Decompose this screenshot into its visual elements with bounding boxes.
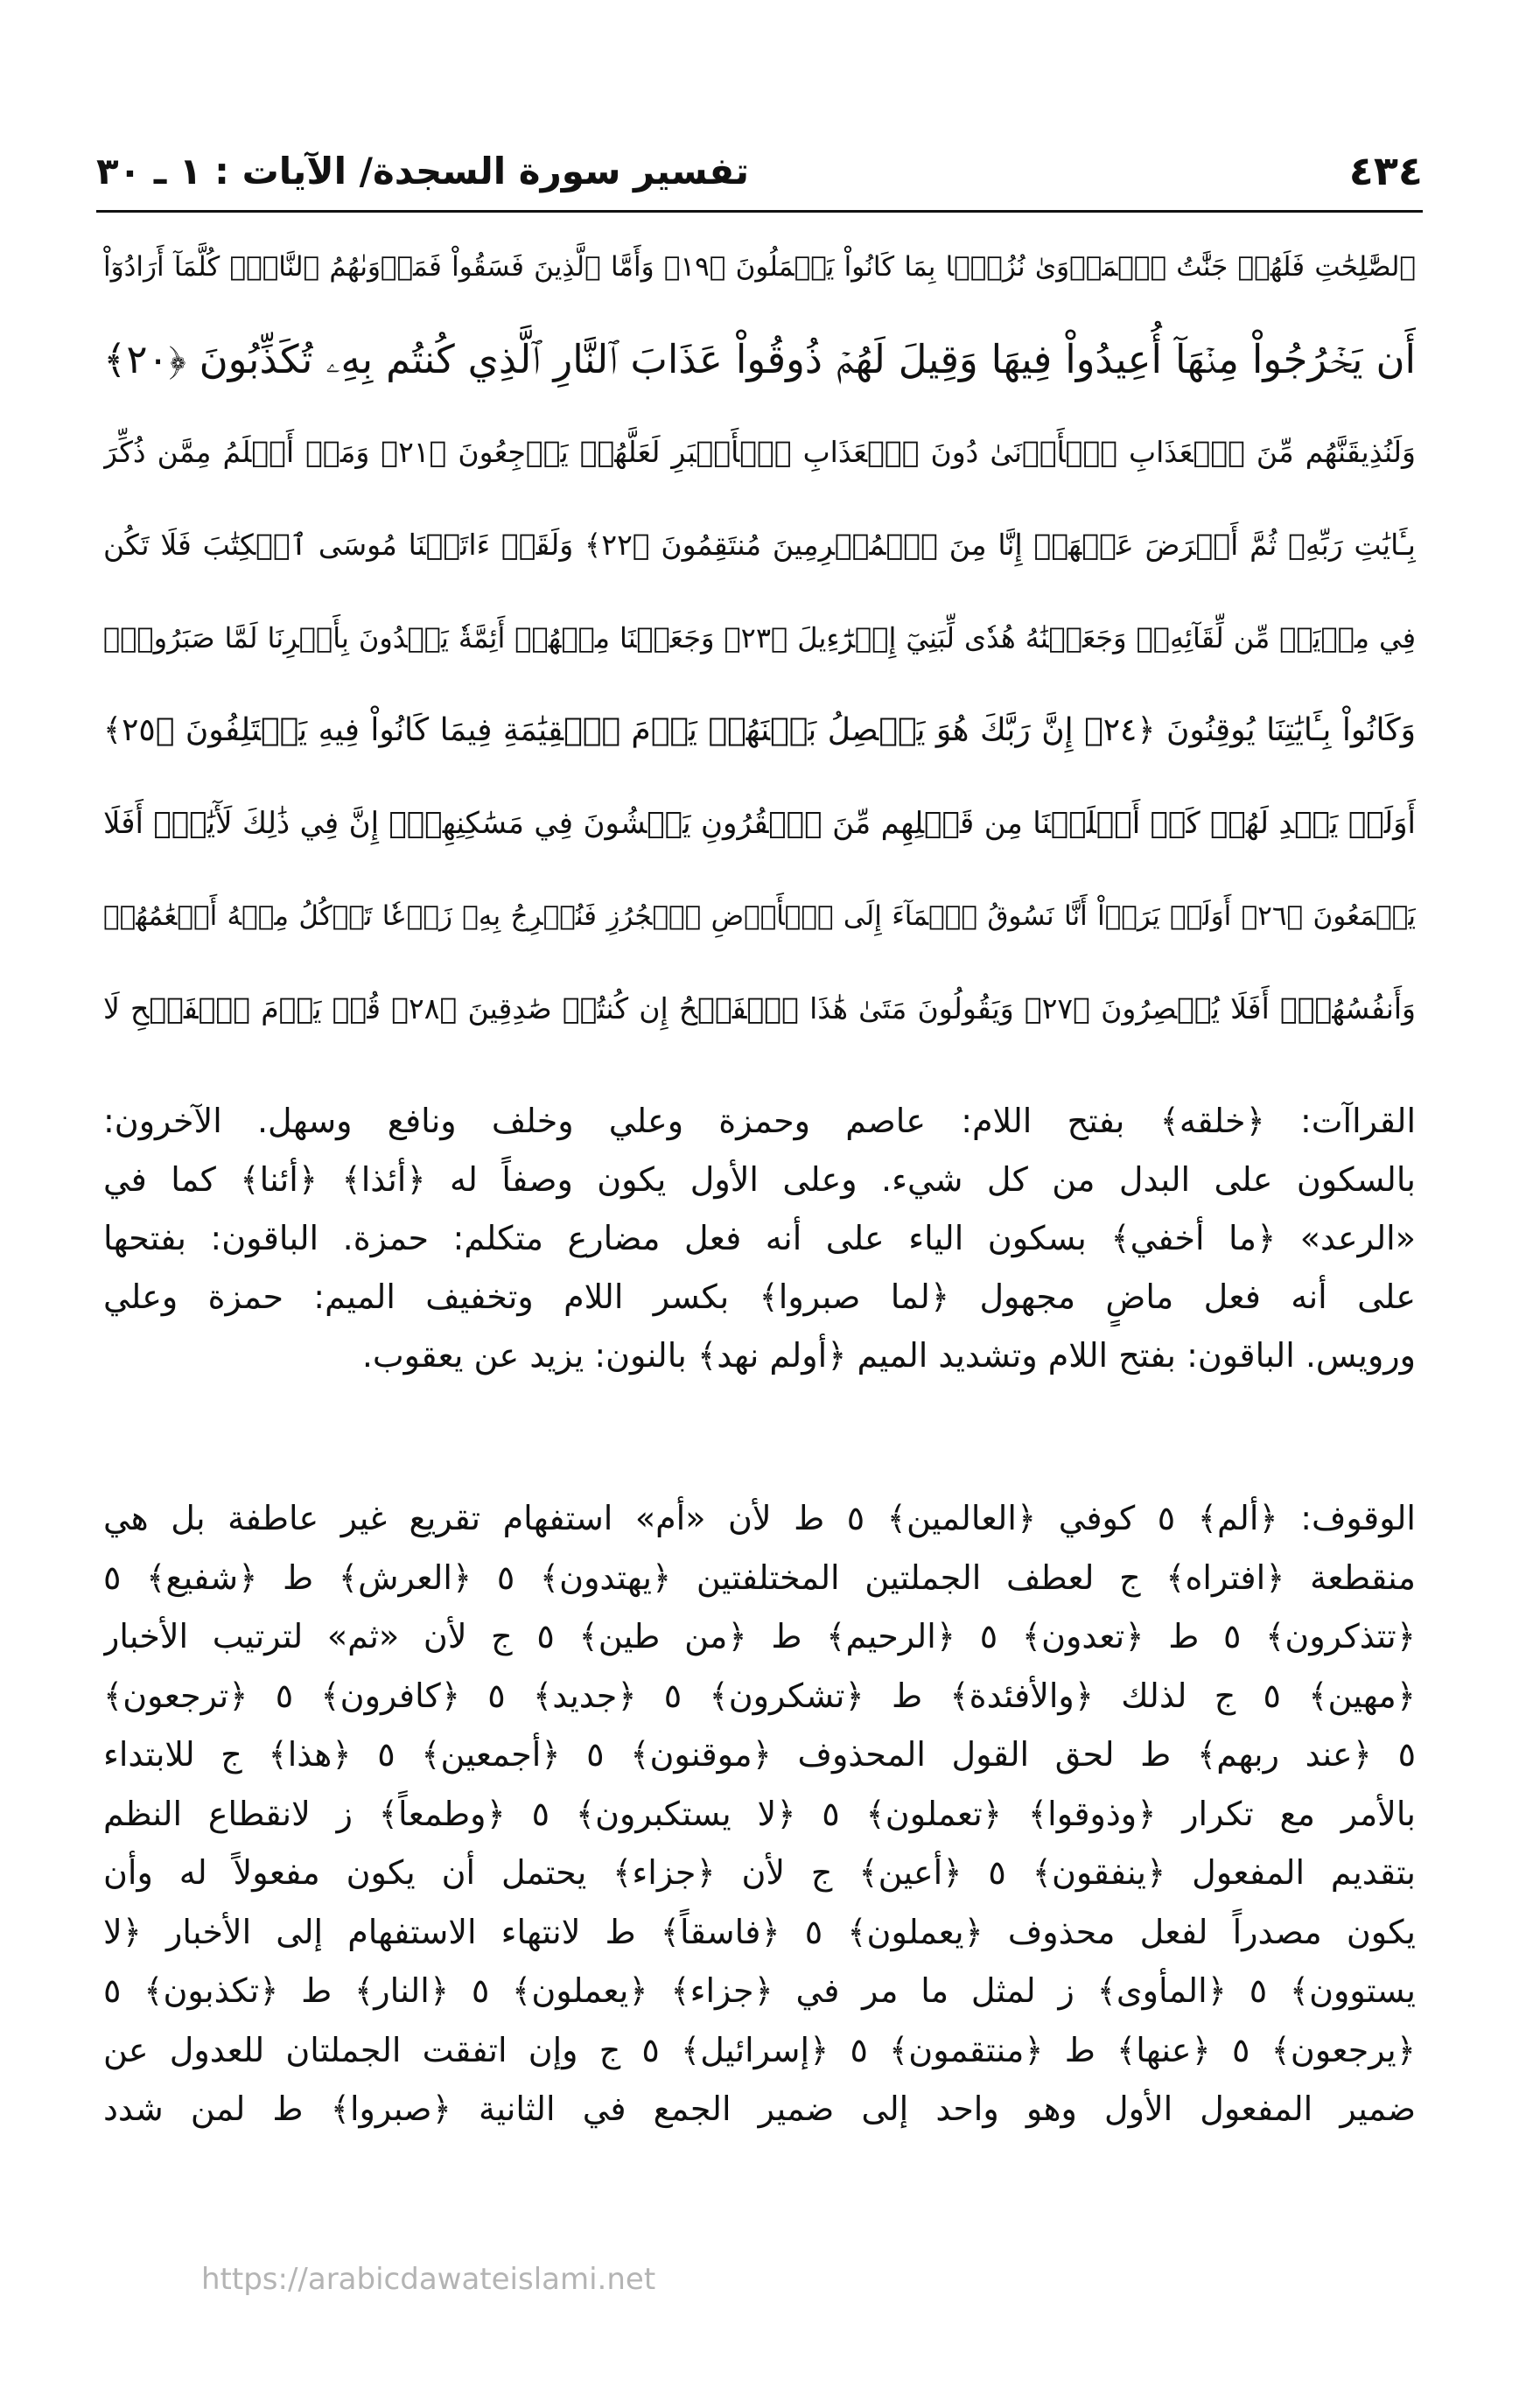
quran-line: ٱلصَّٰلِحَٰتِ فَلَهُمۡ جَنَّٰتُ ٱلۡمَأۡوَىٰ نُزُلَۢا بِمَا كَانُواْ يَعۡمَلُونَ ﴿١٩﴾ وَأَمَّا ٱلَّذِينَ فَسَقُواْ فَمَأۡوَىٰهُمُ ٱلنَّارُۖ كُلَّمَآ أَرَادُوٓاْ	[103, 251, 1416, 283]
running-title: تفسير سورة السجدة/ الآيات : ١ ـ ٣٠	[96, 149, 750, 192]
quran-line: بِـَٔايَٰتِ رَبِّهِۦ ثُمَّ أَعۡرَضَ عَنۡهَآۚ إِنَّا مِنَ ٱلۡمُجۡرِمِينَ مُنتَقِمُونَ ﴿٢٢﴾ وَلَقَدۡ ءَاتَيۡنَا مُوسَى ٱلۡكِتَٰبَ فَلَا تَكُن	[103, 528, 1416, 562]
stops-line: بالأمر مع تكرار ﴿وذوقوا﴾ ﴿تعملون﴾ ٥ ﴿لا يستكبرون﴾ ٥ ﴿وطمعاً﴾ ز لانقطاع النظم	[103, 1794, 1416, 1833]
page-header	[96, 140, 1423, 201]
stops-line: ﴿مهين﴾ ٥ ج لذلك ﴿والأفئدة﴾ ط ﴿تشكرون﴾ ٥ ﴿جديد﴾ ٥ ﴿كافرون﴾ ٥ ﴿ترجعون﴾	[103, 1676, 1416, 1715]
readings-section	[103, 1092, 1416, 1451]
quran-line: وَكَانُواْ بِـَٔايَٰتِنَا يُوقِنُونَ ﴿٢٤﴾ إِنَّ رَبَّكَ هُوَ يَفۡصِلُ بَيۡنَهُمۡ يَوۡمَ ٱلۡقِيَٰمَةِ فِيمَا كَانُواْ فِيهِ يَخۡتَلِفُونَ ﴿٢٥﴾	[103, 712, 1416, 748]
stops-line: يستوون﴾ ٥ ﴿المأوى﴾ ز لمثل ما مر في ﴿جزاء﴾ ﴿يعملون﴾ ٥ ﴿النار﴾ ط ﴿تكذبون﴾ ٥	[103, 1971, 1416, 2010]
stops-line: منقطعة ﴿افتراه﴾ ج لعطف الجملتين المختلفتين ﴿يهتدون﴾ ٥ ﴿العرش﴾ ط ﴿شفيع﴾ ٥	[103, 1558, 1416, 1597]
stops-section	[103, 1489, 1416, 2329]
stops-line: الوقوف: ﴿ألم﴾ ٥ كوفي ﴿العالمين﴾ ٥ ط لأن «أم» استفهام تقريع غير عاطفة بل هي	[103, 1499, 1416, 1537]
header-rule	[96, 210, 1423, 213]
quran-line: فِي مِرۡيَةٖ مِّن لِّقَآئِهِۦۖ وَجَعَلۡنَٰهُ هُدٗى لِّبَنِيٓ إِسۡرَٰٓءِيلَ ﴿٢٣﴾ وَجَعَلۡنَا مِنۡهُمۡ أَئِمَّةٗ يَهۡدُونَ بِأَمۡرِنَا لَمَّا صَبَرُواْۖ	[103, 621, 1416, 654]
quran-line: وَلَنُذِيقَنَّهُم مِّنَ ٱلۡعَذَابِ ٱلۡأَدۡنَىٰ دُونَ ٱلۡعَذَابِ ٱلۡأَكۡبَرِ لَعَلَّهُمۡ يَرۡجِعُونَ ﴿٢١﴾ وَمَنۡ أَظۡلَمُ مِمَّن ذُكِّرَ	[103, 435, 1416, 469]
readings-line: ورويس. الباقون: بفتح اللام وتشديد الميم ﴿أولم نهد﴾ بالنون: يزيد عن يعقوب.	[361, 1336, 1416, 1375]
page-number: ٤٣٤	[1348, 147, 1423, 194]
stops-line: ضمير المفعول الأول وهو واحد إلى ضمير الجمع في الثانية ﴿صبروا﴾ ط لمن شدد	[103, 2090, 1416, 2128]
readings-line: على أنه فعل ماضٍ مجهول ﴿لما صبروا﴾ بكسر اللام وتخفيف الميم: حمزة وعلي	[103, 1278, 1416, 1316]
quran-line: أَن يَخۡرُجُواْ مِنۡهَآ أُعِيدُواْ فِيهَا وَقِيلَ لَهُمۡ ذُوقُواْ عَذَابَ ٱلنَّارِ ٱلَّذِي كُنتُم بِهِۦ تُكَذِّبُونَ ﴿٢٠﴾	[103, 336, 1416, 382]
watermark-url: https://arabicdawateislami.net	[201, 2262, 656, 2297]
readings-line: بالسكون على البدل من كل شيء. وعلى الأول يكون وصفاً له ﴿أئذا﴾ ﴿أئنا﴾ كما في	[103, 1160, 1416, 1199]
quran-line: يَسۡمَعُونَ ﴿٢٦﴾ أَوَلَمۡ يَرَوۡاْ أَنَّا نَسُوقُ ٱلۡمَآءَ إِلَى ٱلۡأَرۡضِ ٱلۡجُرُزِ فَنُخۡرِجُ بِهِۦ زَرۡعٗا تَأۡكُلُ مِنۡهُ أَنۡعَٰمُهُمۡ	[103, 900, 1416, 932]
stops-line: ٥ ﴿عند ربهم﴾ ط لحق القول المحذوف ﴿موقنون﴾ ٥ ﴿أجمعين﴾ ٥ ﴿هذا﴾ ج للابتداء	[103, 1735, 1416, 1774]
quran-line: وَأَنفُسُهُمۡۚ أَفَلَا يُبۡصِرُونَ ﴿٢٧﴾ وَيَقُولُونَ مَتَىٰ هَٰذَا ٱلۡفَتۡحُ إِن كُنتُمۡ صَٰدِقِينَ ﴿٢٨﴾ قُلۡ يَوۡمَ ٱلۡفَتۡحِ لَا	[103, 991, 1416, 1026]
quran-line: أَوَلَمۡ يَهۡدِ لَهُمۡ كَمۡ أَهۡلَكۡنَا مِن قَبۡلِهِم مِّنَ ٱلۡقُرُونِ يَمۡشُونَ فِي مَسَٰكِنِهِمۡۚ إِنَّ فِي ذَٰلِكَ لَأٓيَٰتٍۚ أَفَلَا	[103, 806, 1416, 841]
readings-line: القراآت: ﴿خلقه﴾ بفتح اللام: عاصم وحمزة وعلي وخلف ونافع وسهل. الآخرون:	[103, 1102, 1416, 1140]
stops-line: ﴿تتذكرون﴾ ٥ ط ﴿تعدون﴾ ٥ ﴿الرحيم﴾ ط ﴿من طين﴾ ٥ ج لأن «ثم» لترتيب الأخبار	[103, 1617, 1416, 1656]
stops-line: يكون مصدراً لفعل محذوف ﴿يعملون﴾ ٥ ﴿فاسقاً﴾ ط لانتهاء الاستفهام إلى الأخبار ﴿لا	[103, 1912, 1416, 1951]
quran-line	[103, 1055, 1416, 1060]
stops-line: بتقديم المفعول ﴿ينفقون﴾ ٥ ﴿أعين﴾ ج لأن ﴿جزاء﴾ يحتمل أن يكون مفعولاً له وأن	[103, 1853, 1416, 1892]
stops-line: ﴿يرجعون﴾ ٥ ﴿عنها﴾ ط ﴿منتقمون﴾ ٥ ﴿إسرائيل﴾ ٥ ج وإن اتفقت الجملتان للعدول عن	[103, 2030, 1416, 2069]
readings-line: «الرعد» ﴿ما أخفي﴾ بسكون الياء على أنه فعل مضارع متكلم: حمزة. الباقون: بفتحها	[103, 1219, 1416, 1257]
quran-text-block	[103, 220, 1416, 1060]
